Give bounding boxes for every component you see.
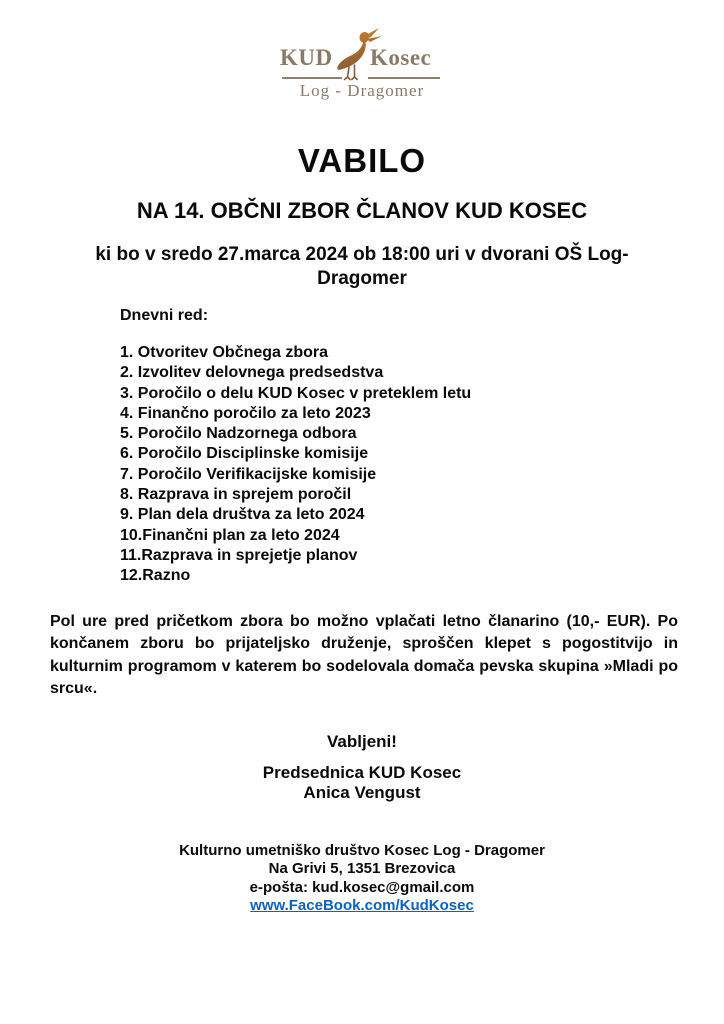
agenda-heading: Dnevni red: xyxy=(120,307,209,324)
page-title: VABILO xyxy=(297,142,427,179)
agenda-item: 4. Finančno poročilo za leto 2023 xyxy=(120,404,371,422)
logo-name: Kosec xyxy=(370,45,432,70)
agenda-item: 2. Izvolitev delovnega predsedstva xyxy=(120,364,384,382)
footer-address: Na Grivi 5, 1351 Brezovica xyxy=(268,860,456,878)
signature-role: Predsednica KUD Kosec xyxy=(262,762,462,782)
logo-acronym: KUD xyxy=(280,45,333,70)
page-subtitle: NA 14. OBČNI ZBOR ČLANOV KUD KOSEC xyxy=(136,198,588,223)
agenda-item: 5. Poročilo Nadzornega odbora xyxy=(120,425,357,443)
logo-location: Log - Dragomer xyxy=(299,81,425,100)
agenda-item: 7. Poročilo Verifikacijske komisije xyxy=(120,465,377,483)
event-details xyxy=(0,243,724,291)
invitation-text: Vabljeni! xyxy=(327,731,397,751)
agenda-list xyxy=(120,343,724,587)
footer-org-name: Kulturno umetniško društvo Kosec Log - Dragomer xyxy=(179,841,545,859)
agenda-section xyxy=(120,306,724,587)
agenda-item: 1. Otvoritev Občnega zbora xyxy=(120,344,329,361)
agenda-item: 10.Finančni plan za leto 2024 xyxy=(120,526,340,544)
signature-name: Anica Vengust xyxy=(303,782,421,802)
footer-email: e-pošta: kud.kosec@gmail.com xyxy=(249,878,475,896)
agenda-item: 3. Poročilo o delu KUD Kosec v preteklem letu xyxy=(120,384,472,402)
event-details-line2: Dragomer xyxy=(317,268,407,289)
event-details-line1: ki bo v sredo 27.marca 2024 ob 18:00 uri v dvorani OŠ Log- xyxy=(95,244,629,265)
agenda-item: 6. Poročilo Disciplinske komisije xyxy=(120,445,369,463)
corncrake-bird-icon xyxy=(332,27,386,81)
footer xyxy=(0,842,724,916)
signature-block xyxy=(0,763,724,803)
notice-paragraph: Pol ure pred pričetkom zbora bo možno vplačati letno članarino (10,- EUR). Po končanem zboru bo prijateljsko druženje, sproščen klepet s pogostitvijo in kulturnim programom v katerem bo sodelovala domača pevska skupina »Mladi po srcu«. xyxy=(50,612,678,698)
logo xyxy=(278,30,446,102)
facebook-link[interactable]: www.FaceBook.com/KudKosec xyxy=(250,897,474,915)
agenda-item: 12.Razno xyxy=(120,567,191,585)
agenda-item: 11.Razprava in sprejetje planov xyxy=(120,546,358,564)
agenda-item: 9. Plan dela društva za leto 2024 xyxy=(120,506,365,524)
agenda-item: 8. Razprava in sprejem poročil xyxy=(120,486,352,504)
